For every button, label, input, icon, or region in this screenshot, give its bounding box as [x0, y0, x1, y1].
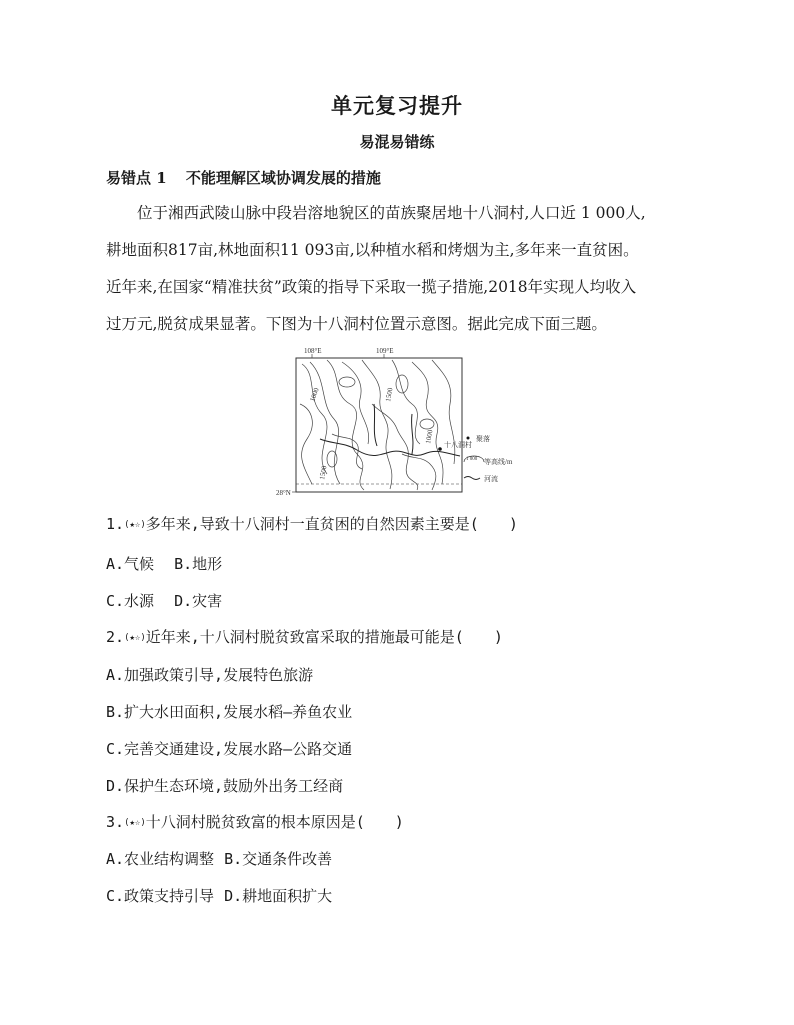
question-stem: 多年来,导致十八洞村一直贫困的自然因素主要是( ) [145, 515, 518, 533]
legend-contour-value: 1 000 [466, 457, 478, 462]
options-row [106, 590, 222, 611]
legend-settlement: 聚落 [476, 435, 490, 443]
question-number: 3. [106, 813, 125, 831]
question-number: 1. [106, 515, 125, 533]
difficulty-stars-icon: (★☆) [124, 520, 146, 530]
village-label: 十八洞村 [444, 441, 472, 449]
options-row [106, 553, 222, 574]
option-c[interactable]: C.完善交通建设,发展水路—公路交通 [106, 740, 353, 758]
option-d[interactable]: D.耕地面积扩大 [224, 887, 333, 905]
option-d[interactable]: D.保护生态环境,鼓励外出务工经商 [106, 777, 344, 795]
option-c[interactable]: C.水源 [106, 592, 155, 610]
intro-line-3: 近年来,在国家“精准扶贫”政策的指导下采取一揽子措施,2018年实现人均收入 [106, 278, 637, 296]
intro-line-1: 位于湘西武陵山脉中段岩溶地貌区的苗族聚居地十八洞村,人口近 1 000人, [106, 204, 646, 222]
option-a[interactable]: A.气候 [106, 555, 155, 573]
village-marker [438, 447, 442, 451]
error-point-heading [106, 167, 381, 188]
option-d[interactable]: D.灾害 [174, 592, 223, 610]
contour-label: 1500 [318, 465, 329, 481]
contour-label: 1000 [424, 429, 435, 445]
question-1 [106, 513, 518, 534]
lon-right-label: 109°E [376, 347, 394, 355]
village-location-map [272, 344, 532, 500]
contour-label: 1500 [384, 387, 395, 403]
option-b[interactable]: B.扩大水田面积,发展水稻—养鱼农业 [106, 703, 353, 721]
river-legend-symbol [464, 477, 480, 480]
option-a[interactable]: A.农业结构调整 [106, 850, 215, 868]
section-subtitle: 易混易错练 [359, 133, 435, 151]
difficulty-stars-icon: (★☆) [124, 818, 146, 828]
error-point-label: 易错点 1 [106, 169, 167, 187]
intro-line-4: 过万元,脱贫成果显著。下图为十八洞村位置示意图。据此完成下面三题。 [106, 315, 607, 333]
question-number: 2. [106, 628, 125, 646]
option-b[interactable]: B.地形 [174, 555, 223, 573]
settlement-legend-symbol [467, 437, 470, 440]
option-a[interactable]: A.加强政策引导,发展特色旅游 [106, 666, 314, 684]
contour-label: 1000 [308, 386, 321, 403]
legend-river: 河流 [484, 475, 498, 483]
lat-label: 28°N [276, 489, 291, 497]
difficulty-stars-icon: (★☆) [124, 633, 146, 643]
options-row [106, 848, 332, 869]
options-row [106, 885, 332, 906]
intro-line-2: 耕地面积817亩,林地面积11 093亩,以种植水稻和烤烟为主,多年来一直贫困。 [106, 241, 639, 259]
question-3 [106, 811, 404, 832]
option-c[interactable]: C.政策支持引导 [106, 887, 215, 905]
option-b[interactable]: B.交通条件改善 [224, 850, 333, 868]
lon-left-label: 108°E [304, 347, 322, 355]
question-stem: 近年来,十八洞村脱贫致富采取的措施最可能是( ) [145, 628, 503, 646]
question-2 [106, 626, 503, 647]
error-point-title: 不能理解区域协调发展的措施 [185, 169, 381, 187]
legend-contour: 等高线/m [484, 458, 513, 466]
question-stem: 十八洞村脱贫致富的根本原因是( ) [145, 813, 404, 831]
page-title: 单元复习提升 [331, 93, 463, 118]
